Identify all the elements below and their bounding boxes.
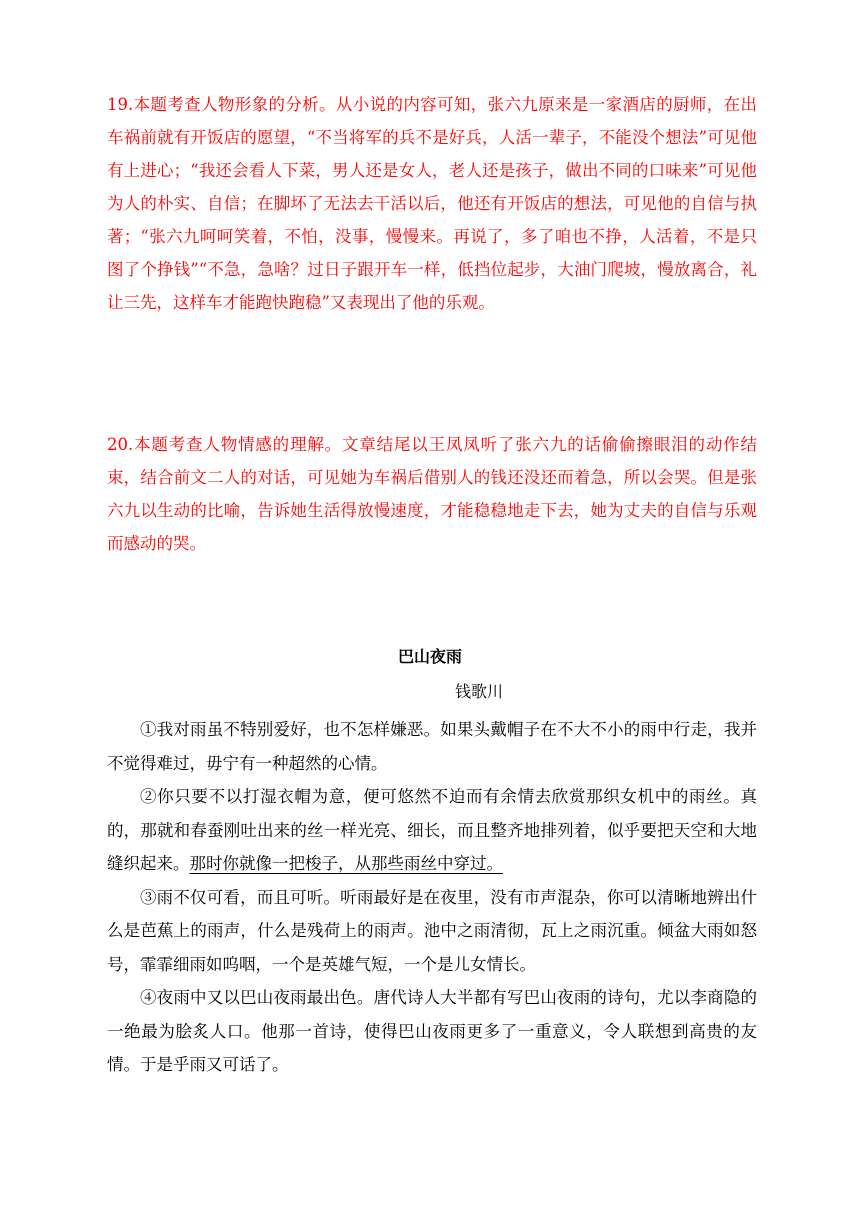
paragraph-text: ②你只要不以打湿衣帽为意，便可悠然不迫而有余情去欣赏那织女机中的雨丝。真的，那就和春蚕刚吐出来的丝一样光亮、细长，而且整齐地排列着，似乎要把天空和大地缝织起来。 <box>107 787 757 873</box>
paragraph-text: ①我对雨虽不特别爱好，也不怎样嫌恶。如果头戴帽子在不大不小的雨中行走，我并不觉得难过，毋宁有一种超然的心情。 <box>107 720 757 773</box>
essay-title: 巴山夜雨 <box>397 647 462 666</box>
essay-paragraph-4 <box>107 981 757 1082</box>
underlined-sentence: 那时你就像一把梭子，从那些雨丝中穿过。 <box>189 854 503 873</box>
answer-20: 20.本题考查人物情感的理解。文章结尾以王凤凤听了张六九的话偷偷擦眼泪的动作结束，结合前文二人的对话，可见她为车祸后借别人的钱还没还而着急，所以会哭。但是张六九以生动的比喻，告诉她生活得放慢速度，才能稳稳地走下去，她为丈夫的自信与乐观而感动的哭。 <box>107 435 757 553</box>
essay-paragraph-3 <box>107 881 757 982</box>
answer-19: 19.本题考查人物形象的分析。从小说的内容可知，张六九原来是一家酒店的厨师，在出车祸前就有开饭店的愿望，“不当将军的兵不是好兵，人活一辈子，不能没个想法”可见他有上进心；“我还会看人下菜，男人还是女人，老人还是孩子，做出不同的口味来”可见他为人的朴实、自信；在脚坏了无法去干活以后，他还有开饭店的想法，可见他的自信与执著；“张六九呵呵笑着，不怕，没事，慢慢来。再说了，多了咱也不挣，人活着，不是只图了个挣钱”“不急，急啥？过日子跟开车一样，低挡位起步，大油门爬坡，慢放离合，礼让三先，这样车才能跑快跑稳”又表现出了他的乐观。 <box>107 95 757 312</box>
paragraph-text: ③雨不仅可看，而且可听。听雨最好是在夜里，没有市声混杂，你可以清晰地辨出什么是芭蕉上的雨声，什么是残荷上的雨声。池中之雨清彻，瓦上之雨沉重。倾盆大雨如怒号，霏霏细雨如呜咽，一个是英雄气短，一个是儿女情长。 <box>107 887 757 974</box>
essay-paragraph-2 <box>107 780 757 881</box>
essay-body <box>107 713 757 1082</box>
paragraph-text: ④夜雨中又以巴山夜雨最出色。唐代诗人大半都有写巴山夜雨的诗句，尤以李商隐的一绝最为脍炙人口。他那一首诗，使得巴山夜雨更多了一重意义，令人联想到高贵的友情。于是乎雨又可话了。 <box>107 988 757 1074</box>
essay-author: 钱歌川 <box>455 682 504 701</box>
essay-paragraph-1 <box>107 713 757 780</box>
